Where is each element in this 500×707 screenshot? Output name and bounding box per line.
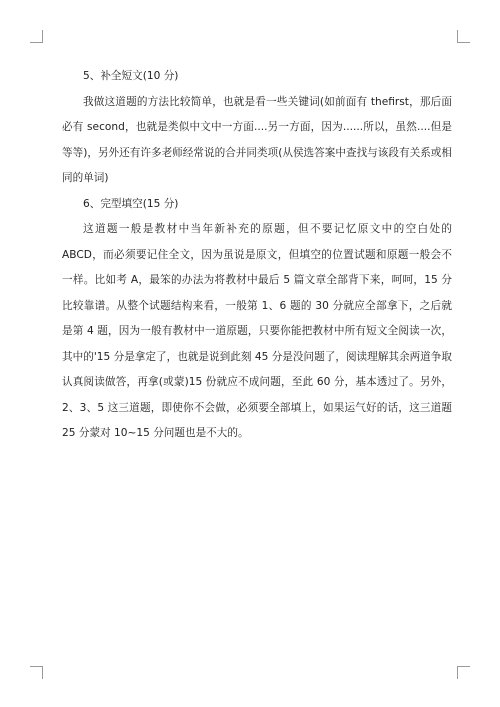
- crop-mark-bottom-right: [457, 666, 470, 679]
- crop-mark-top-left: [30, 30, 43, 43]
- crop-mark-top-right: [457, 30, 470, 43]
- crop-mark-bottom-left: [30, 666, 43, 679]
- section-6-heading: 6、完型填空(15 分): [83, 197, 179, 210]
- document-body: [62, 64, 452, 447]
- section-6-paragraph: 这道题一般是教材中当年新补充的原题，但不要记忆原文中的空白处的 ABCD，而必须要记住全文，因为虽说是原文，但填空的位置试题和原题一般会不一样。比如考 A，最笨的办法为将教材中最后 5 篇文章全部背下来，呵呵，15 分比较靠谱。从整个试题结构来看，一般第 1、6 题的 30 分就应全部拿下，之后就是第 4 题，因为一般有教材中一道原题，只要你能把教材中所有短文全阅读一次，其中的'15 分是拿定了，也就是说到此刻 45 分是没问题了，阅读理解其余两道争取认真阅读做答，再拿(或蒙)15 份就应不成问题，至此 60 分，基本透过了。另外，2、3、5 这三道题，即使你不会做，必须要全部填上，如果运气好的话，这三道题 25 分蒙对 10~15 分问题也是不大的。: [62, 223, 452, 439]
- section-5-paragraph: 我做这道题的方法比较简单，也就是看一些关键词(如前面有 thefirst，那后面必有 second，也就是类似中文中一方面....另一方面，因为......所以，虽然....但是等等)，另外还有许多老师经常说的合并同类项(从侯选答案中查找与该段有关系或相同的单词): [62, 95, 452, 184]
- section-5-heading: 5、补全短文(10 分): [83, 70, 179, 82]
